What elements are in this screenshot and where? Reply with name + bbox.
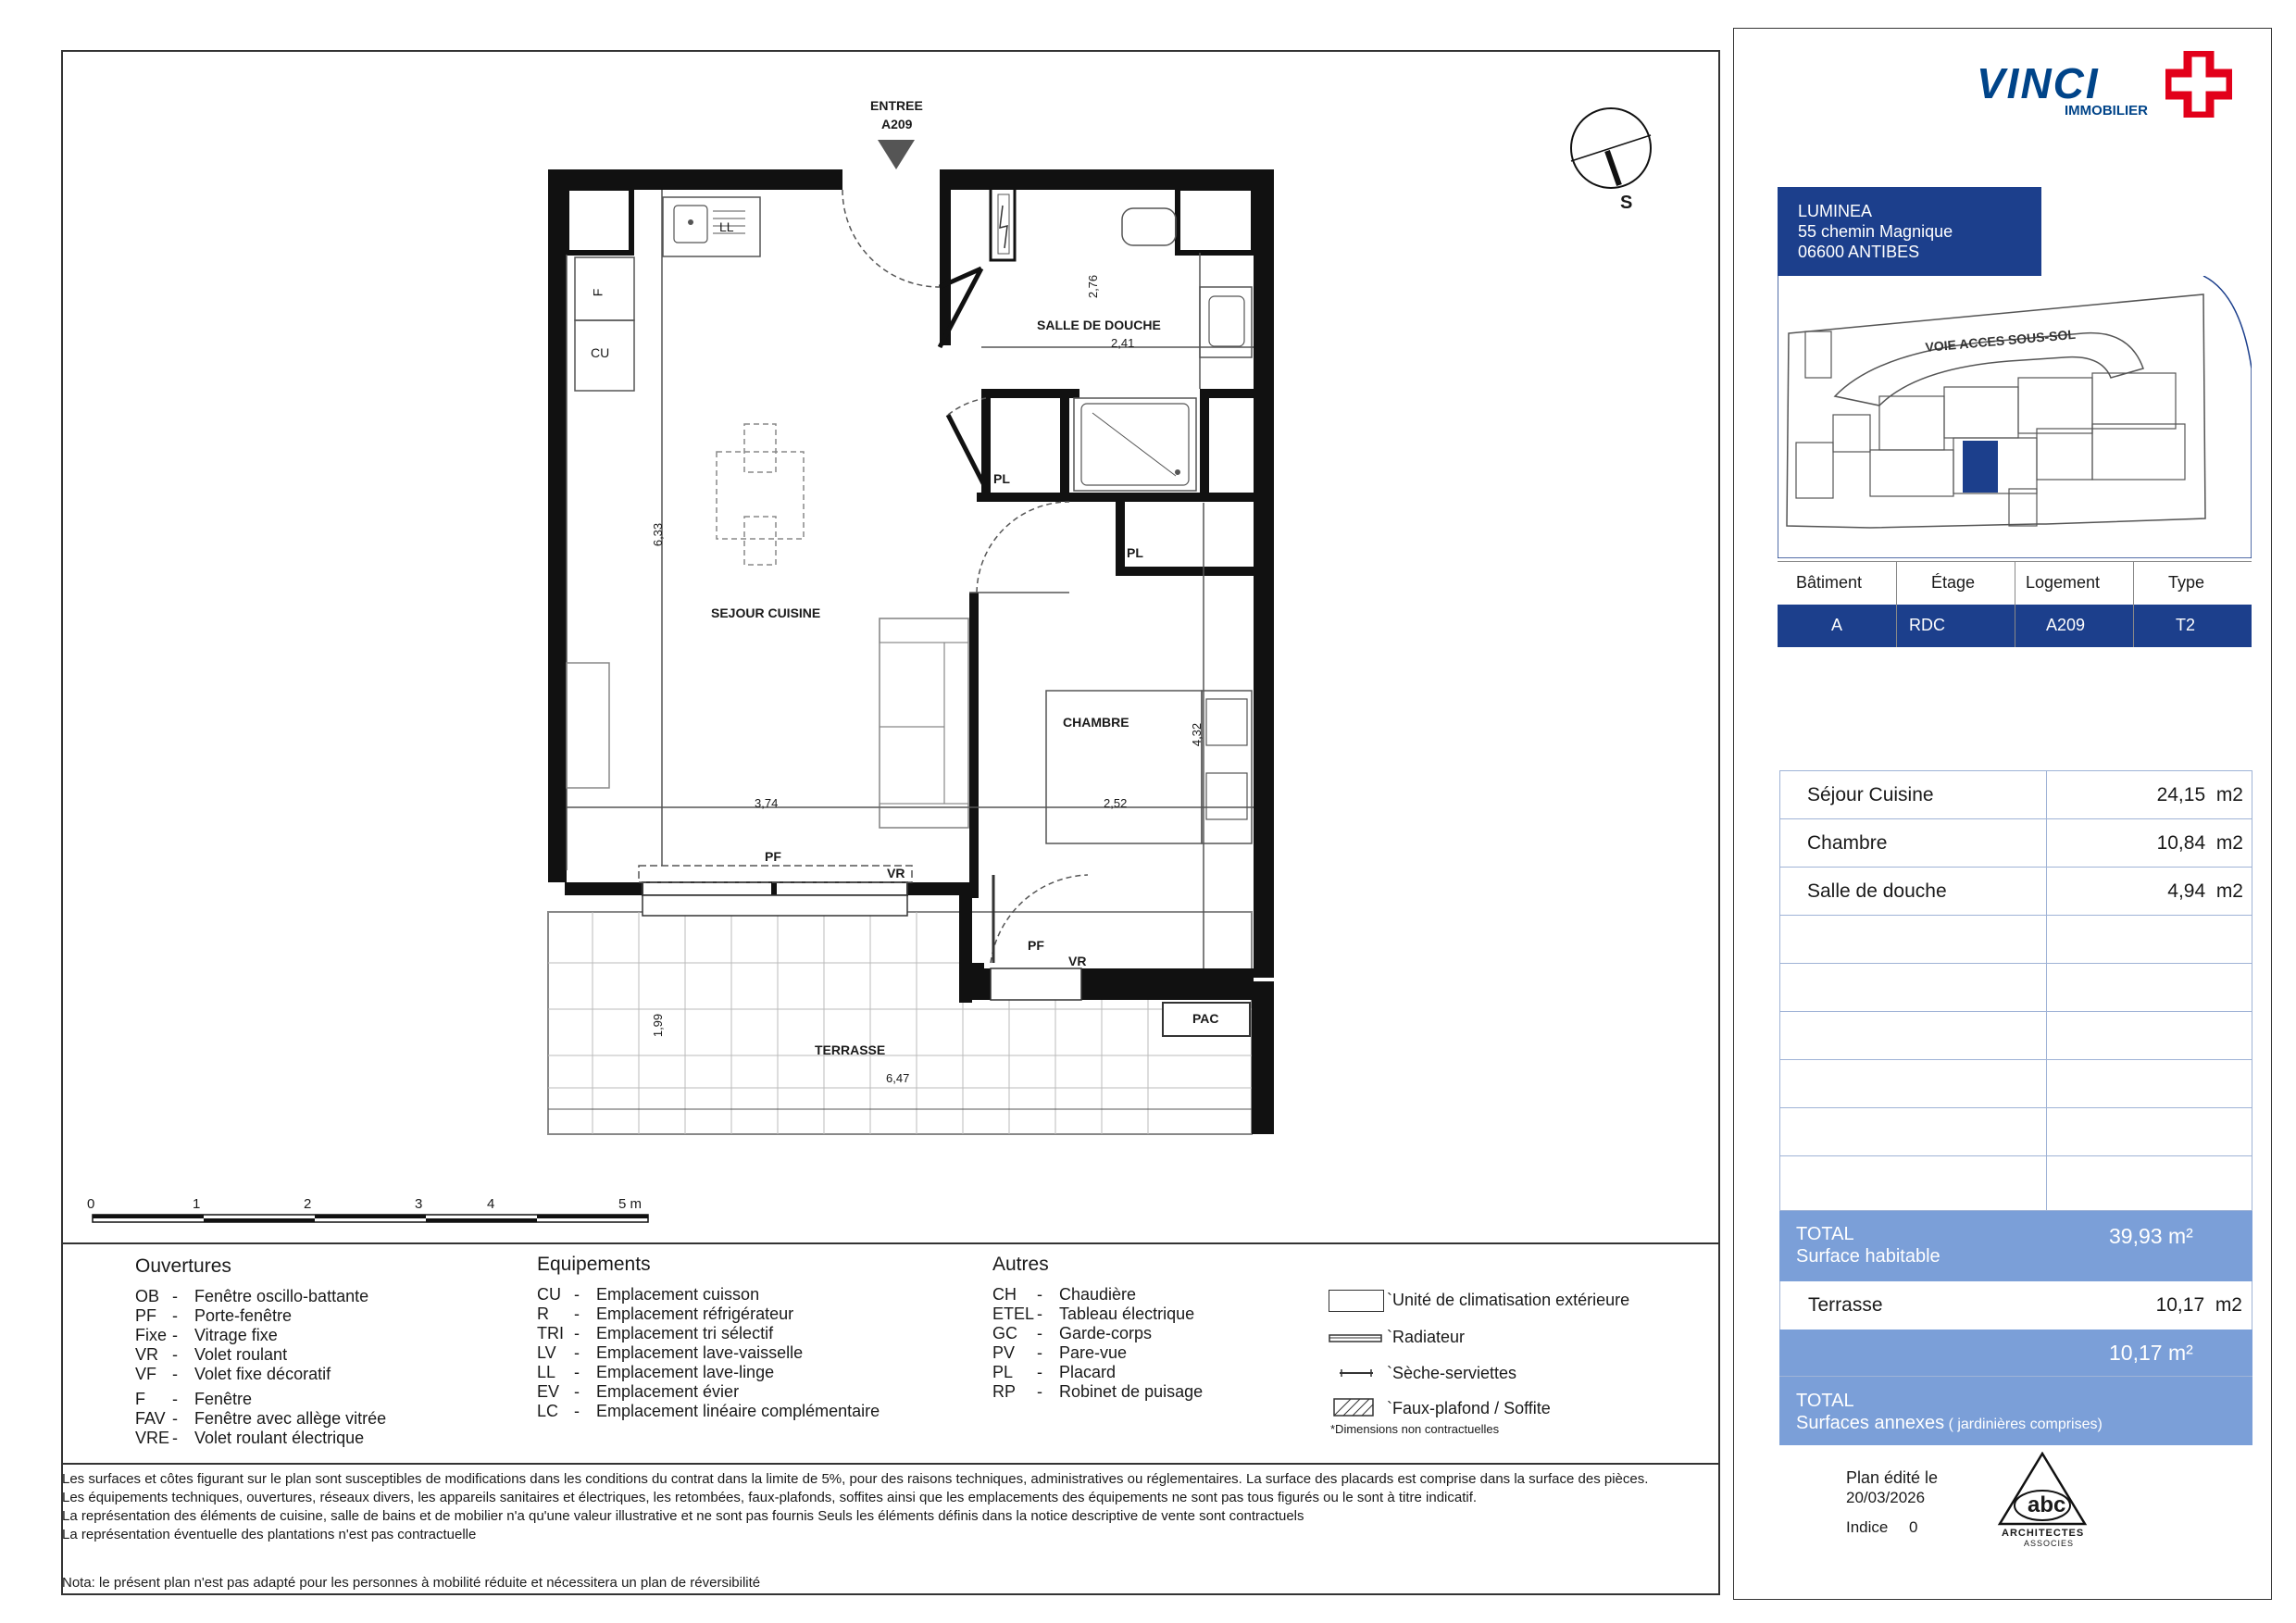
surface-name: Séjour Cuisine [1807, 784, 1934, 805]
legend-item: LC - Emplacement linéaire complémentaire [537, 1402, 880, 1420]
surface-row-empty [1779, 964, 2252, 1012]
legend-item: RP - Robinet de puisage [992, 1382, 1204, 1401]
symbols-note: *Dimensions non contractuelles [1330, 1422, 1500, 1436]
edit-date: 20/03/2026 [1846, 1489, 1926, 1506]
vinci-logo-sub: IMMOBILIER [2065, 103, 2148, 119]
symbol-label-towel-dryer: `Sèche-serviettes [1387, 1364, 1517, 1382]
dim-chambre-width: 2,52 [1104, 796, 1128, 810]
dim-chambre-height: 4,32 [1190, 722, 1204, 747]
dim-sejour-width: 3,74 [755, 796, 779, 810]
architect-name: ARCHITECTES [2002, 1528, 2085, 1539]
dim-douche-width: 2,41 [1111, 336, 1135, 350]
legend-item: OB - Fenêtre oscillo-battante [135, 1287, 369, 1305]
label-vr-2: VR [1068, 954, 1087, 968]
project-name: LUMINEA [1798, 202, 1873, 220]
indice-value: 0 [1909, 1518, 1918, 1536]
ac-unit-symbol-icon [1329, 1290, 1384, 1312]
edit-label: Plan édité le [1846, 1468, 1939, 1487]
terrace-right-wall [1252, 981, 1274, 1134]
scale-bar [93, 1215, 648, 1222]
total-label: TOTAL [1796, 1224, 1854, 1244]
legend-autres-title: Autres [992, 1254, 1049, 1275]
surface-unit: m2 [2215, 880, 2243, 902]
symbol-label-false-ceiling: `Faux-plafond / Soffite [1387, 1399, 1551, 1417]
shower-tray [1074, 398, 1196, 491]
symbol-label-ac: `Unité de climatisation extérieure [1387, 1291, 1630, 1309]
legend-item: VF - Volet fixe décoratif [135, 1365, 331, 1383]
footer-nota: Nota: le présent plan n'est pas adapté pour les personnes à mobilité réduite et nécessitera un plan de réversibilité [62, 1575, 761, 1591]
annex-row [1779, 1281, 2252, 1330]
site-plan-label: VOIE ACCES SOUS-SOL [1924, 326, 2077, 355]
indice-label: Indice [1846, 1518, 1889, 1536]
info-header-etage: Étage [1931, 573, 1976, 592]
room-label-sejour: SEJOUR CUISINE [711, 606, 821, 620]
bed [1046, 691, 1202, 843]
dim-terrasse-height: 1,99 [651, 1013, 666, 1038]
info-value-batiment: A [1831, 616, 1843, 634]
inner-lines [567, 190, 1254, 968]
entry-door-swing [842, 190, 940, 287]
legend-equipements-title: Equipements [537, 1254, 651, 1275]
scale-label-3: 3 [415, 1196, 423, 1212]
surface-row [1779, 771, 2252, 819]
surface-row-empty [1779, 916, 2252, 964]
info-value-etage: RDC [1909, 616, 1945, 634]
annex-unit: m2 [2215, 1294, 2242, 1316]
legend-item: CU - Emplacement cuisson [537, 1285, 760, 1304]
surface-row-empty [1779, 1156, 2252, 1211]
surface-value: 10,84 [2156, 832, 2206, 854]
legend-item: EV - Emplacement évier [537, 1382, 740, 1401]
architect-logo [1996, 1452, 2089, 1546]
legend-item: CH - Chaudière [992, 1285, 1137, 1304]
project-box [1778, 187, 2041, 276]
entry-title: ENTREE [870, 98, 923, 113]
dim-terrasse-width: 6,47 [886, 1071, 910, 1085]
room-label-terrasse: TERRASSE [815, 1042, 886, 1057]
scale-label-4: 4 [487, 1196, 495, 1212]
scale-label-5: 5 m [618, 1196, 643, 1212]
legend-item: PF - Porte-fenêtre [135, 1306, 293, 1325]
legend-item: PV - Pare-vue [992, 1343, 1128, 1362]
label-pl-1: PL [993, 471, 1010, 486]
label-pl-2: PL [1127, 545, 1143, 560]
surface-unit: m2 [2215, 784, 2243, 805]
footer-note: La représentation éventuelle des plantations n'est pas contractuelle [62, 1527, 477, 1542]
footer-notes [62, 1470, 1648, 1544]
room-label-chambre: CHAMBRE [1063, 715, 1129, 730]
scale-label-1: 1 [193, 1196, 201, 1212]
dim-douche-height: 2,76 [1086, 274, 1101, 299]
info-header-logement: Logement [2026, 573, 2101, 592]
surface-value: 4,94 [2167, 880, 2206, 902]
label-pf-2: PF [1028, 938, 1044, 953]
legend-item: LV - Emplacement lave-vaisselle [537, 1343, 804, 1362]
info-header-batiment: Bâtiment [1796, 573, 1863, 592]
legend-ouvertures-title: Ouvertures [135, 1255, 231, 1277]
storage-unit [567, 663, 609, 788]
legend-footer-divider [61, 1463, 1720, 1465]
footer-note: Les équipements techniques, ouvertures, réseaux divers, les appareils sanitaires et électriques, les retombées, faux-plafonds, soffites ainsi que les emplacements des équipements ne sont pas tous figurés ou le sont à titre indicatif. [62, 1490, 1478, 1505]
surface-value: 24,15 [2156, 784, 2206, 805]
legend-item: ETEL - Tableau électrique [992, 1305, 1195, 1323]
label-vr-1: VR [887, 866, 905, 880]
surface-row [1779, 819, 2252, 868]
info-value-logement: A209 [2046, 616, 2086, 634]
annex-total-sub: Surfaces annexes [1796, 1413, 1945, 1433]
surface-row-empty [1779, 1108, 2252, 1156]
info-table [1778, 561, 2252, 647]
annex-total-value: 10,17 m² [2109, 1341, 2193, 1365]
symbol-label-radiator: `Radiateur [1387, 1328, 1466, 1346]
surface-name: Salle de douche [1807, 880, 1947, 902]
legend-item: PL - Placard [992, 1363, 1117, 1381]
label-f: F [590, 288, 605, 297]
footer-note: Les surfaces et côtes figurant sur le plan sont susceptibles de modifications dans les conditions du contrat dans la limite de 5%, pour des raisons techniques, administratives ou réglementaires. La surface des placards est comprise dans la surface des pièces. [62, 1471, 1649, 1487]
sofa [880, 618, 968, 828]
walls [548, 169, 1274, 1003]
north-label: S [1620, 193, 1633, 213]
legend-item: TRI - Emplacement tri sélectif [537, 1324, 774, 1342]
legend-item: VRE - Volet roulant électrique [135, 1429, 365, 1447]
vinci-logo-text: VINCI [1977, 59, 2100, 107]
vinci-logo [1977, 51, 2236, 125]
label-pf-1: PF [765, 849, 781, 864]
surface-unit: m2 [2215, 832, 2243, 854]
info-header-type: Type [2168, 573, 2205, 592]
total-value: 39,93 m² [2109, 1224, 2193, 1248]
compass-icon [1571, 108, 1651, 188]
total-sub: Surface habitable [1796, 1246, 1940, 1267]
architect-logo-text: abc [2028, 1492, 2066, 1517]
legend-ouvertures-list [135, 1287, 386, 1448]
surface-row-empty [1779, 1012, 2252, 1060]
toilet [1122, 208, 1176, 245]
legend-item: LL - Emplacement lave-linge [537, 1363, 775, 1381]
site-plan-drawing [1778, 276, 2252, 558]
dining-table [717, 452, 804, 539]
entry-arrow-icon [878, 140, 915, 169]
label-pac: PAC [1192, 1011, 1219, 1026]
entry-code: A209 [881, 117, 913, 131]
label-cu: CU [591, 345, 610, 360]
total-habitable-box [1779, 1211, 2252, 1281]
dim-sejour-height: 6,33 [651, 522, 666, 547]
legend-item: VR - Volet roulant [135, 1345, 288, 1364]
bedroom-door-swing [977, 502, 1069, 593]
vinci-cross-icon [2165, 51, 2232, 118]
towel-dryer-symbol-icon [1338, 1368, 1375, 1378]
legend-autres-list [992, 1285, 1203, 1402]
scale-label-0: 0 [87, 1196, 95, 1212]
room-label-salle-douche: SALLE DE DOUCHE [1037, 318, 1161, 332]
info-value-type: T2 [2176, 616, 2196, 634]
project-address: 55 chemin Magnique [1798, 222, 1953, 241]
surface-row-empty [1779, 1060, 2252, 1108]
legend-item: R - Emplacement réfrigérateur [537, 1305, 794, 1323]
surface-name: Chambre [1807, 832, 1888, 854]
footer-note: La représentation des éléments de cuisine, salle de bains et de mobilier n'a qu'une valeur illustrative et ne sont pas fournis Seuls les éléments définis dans la notice descriptive de vente sont contractuels [62, 1508, 1304, 1524]
annex-total-label: TOTAL [1796, 1391, 1854, 1411]
legend-equipements-list [537, 1285, 880, 1421]
annex-name: Terrasse [1808, 1294, 1883, 1316]
project-city: 06600 ANTIBES [1798, 243, 1920, 261]
plan-legend-divider [61, 1242, 1720, 1244]
legend-item: FAV - Fenêtre avec allège vitrée [135, 1409, 387, 1428]
legend-item: F - Fenêtre [135, 1390, 253, 1408]
site-plan [1778, 276, 2252, 558]
false-ceiling-symbol-icon [1333, 1398, 1374, 1417]
scale-label-2: 2 [304, 1196, 312, 1212]
surface-row [1779, 868, 2252, 916]
annex-total-note: ( jardinières comprises) [1948, 1417, 2103, 1432]
legend-item: GC - Garde-corps [992, 1324, 1153, 1342]
annex-value: 10,17 [2155, 1294, 2205, 1316]
total-annex-box [1779, 1330, 2252, 1445]
architect-sub: ASSOCIES [2024, 1539, 2075, 1548]
label-ll: LL [719, 219, 734, 234]
radiator-symbol-icon [1329, 1331, 1382, 1344]
legend-item: Fixe - Vitrage fixe [135, 1326, 278, 1344]
